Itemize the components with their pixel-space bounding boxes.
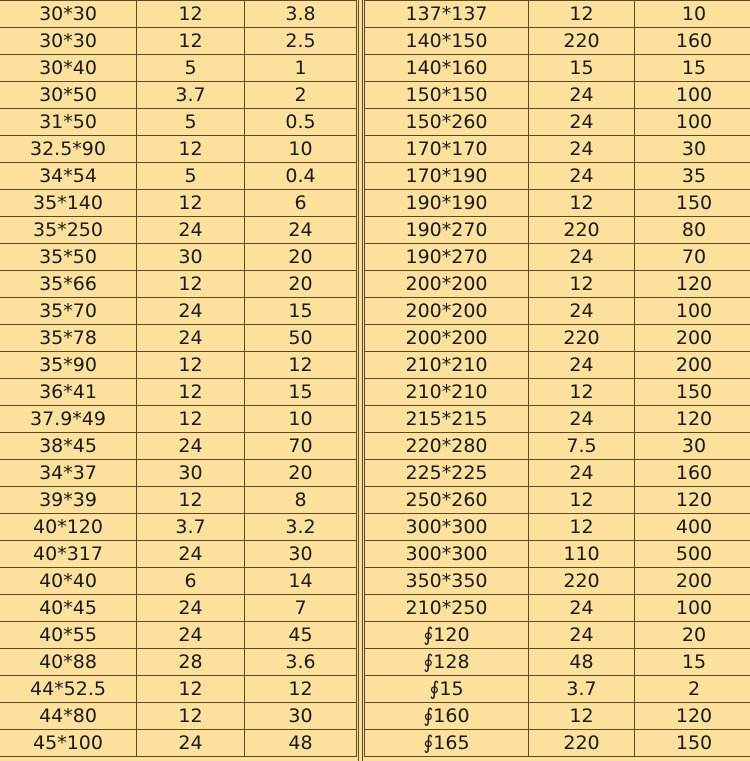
right-value-cell: 80 — [635, 217, 750, 244]
left-value-cell: 14 — [245, 568, 357, 595]
left-qty-cell: 24 — [137, 730, 245, 757]
right-value-cell: 15 — [635, 55, 750, 82]
left-size-cell: 35*50 — [0, 244, 137, 271]
right-table-row — [365, 541, 750, 568]
left-qty-cell: 12 — [137, 676, 245, 703]
left-value-cell: 10 — [245, 136, 357, 163]
left-size-cell: 30*30 — [0, 1, 137, 28]
right-table-row — [365, 136, 750, 163]
right-qty-cell: 24 — [529, 136, 635, 163]
right-table-row — [365, 703, 750, 730]
right-qty-cell: 24 — [529, 406, 635, 433]
left-value-cell: 0.5 — [245, 109, 357, 136]
right-size-cell: 170*190 — [365, 163, 529, 190]
left-qty-cell: 24 — [137, 541, 245, 568]
right-qty-cell: 3.7 — [529, 676, 635, 703]
left-table-row — [0, 433, 357, 460]
left-value-cell: 12 — [245, 676, 357, 703]
right-qty-cell: 24 — [529, 460, 635, 487]
right-table-row — [365, 514, 750, 541]
right-size-cell: 200*200 — [365, 298, 529, 325]
right-value-cell: 120 — [635, 271, 750, 298]
right-size-cell: 150*260 — [365, 109, 529, 136]
right-size-cell: 220*280 — [365, 433, 529, 460]
left-table-row — [0, 595, 357, 622]
right-size-cell: 140*150 — [365, 28, 529, 55]
right-value-cell: 35 — [635, 163, 750, 190]
right-value-cell: 10 — [635, 1, 750, 28]
right-table-row — [365, 487, 750, 514]
right-table-row — [365, 1, 750, 28]
left-table-row — [0, 487, 357, 514]
right-qty-cell: 24 — [529, 595, 635, 622]
left-qty-cell: 12 — [137, 190, 245, 217]
right-size-cell: 170*170 — [365, 136, 529, 163]
right-size-cell: 215*215 — [365, 406, 529, 433]
right-qty-cell: 24 — [529, 622, 635, 649]
left-size-cell: 30*30 — [0, 28, 137, 55]
column-divider — [358, 0, 363, 761]
left-value-cell: 30 — [245, 703, 357, 730]
right-size-cell: 200*200 — [365, 325, 529, 352]
right-value-cell: 100 — [635, 82, 750, 109]
left-table-row — [0, 55, 357, 82]
right-size-cell: 190*270 — [365, 217, 529, 244]
right-value-cell: 160 — [635, 28, 750, 55]
left-value-cell: 15 — [245, 379, 357, 406]
left-value-cell: 15 — [245, 298, 357, 325]
left-size-cell: 37.9*49 — [0, 406, 137, 433]
right-value-cell: 100 — [635, 595, 750, 622]
right-qty-cell: 7.5 — [529, 433, 635, 460]
left-size-cell: 44*80 — [0, 703, 137, 730]
left-table-row — [0, 325, 357, 352]
left-qty-cell: 3.7 — [137, 514, 245, 541]
right-qty-cell: 110 — [529, 541, 635, 568]
left-qty-cell: 5 — [137, 163, 245, 190]
left-qty-cell: 12 — [137, 487, 245, 514]
right-table-row — [365, 730, 750, 757]
right-qty-cell: 24 — [529, 298, 635, 325]
left-qty-cell: 12 — [137, 406, 245, 433]
left-table-row — [0, 514, 357, 541]
right-table-row — [365, 109, 750, 136]
right-table-row — [365, 676, 750, 703]
left-size-cell: 40*45 — [0, 595, 137, 622]
right-qty-cell: 24 — [529, 109, 635, 136]
left-table-row — [0, 460, 357, 487]
left-table-row — [0, 352, 357, 379]
left-value-cell: 20 — [245, 244, 357, 271]
left-size-cell: 35*78 — [0, 325, 137, 352]
right-qty-cell: 12 — [529, 514, 635, 541]
left-value-cell: 3.2 — [245, 514, 357, 541]
right-qty-cell: 12 — [529, 379, 635, 406]
left-size-cell: 35*90 — [0, 352, 137, 379]
left-table-row — [0, 730, 357, 757]
right-size-cell: ∮128 — [365, 649, 529, 676]
right-value-cell: 150 — [635, 379, 750, 406]
right-qty-cell: 15 — [529, 55, 635, 82]
left-table-row — [0, 649, 357, 676]
right-size-cell: 300*300 — [365, 541, 529, 568]
left-qty-cell: 30 — [137, 244, 245, 271]
left-qty-cell: 12 — [137, 271, 245, 298]
left-table-row — [0, 1, 357, 28]
right-value-cell: 200 — [635, 352, 750, 379]
right-size-cell: ∮15 — [365, 676, 529, 703]
left-qty-cell: 12 — [137, 28, 245, 55]
left-table-row — [0, 271, 357, 298]
left-qty-cell: 12 — [137, 352, 245, 379]
right-table-row — [365, 595, 750, 622]
right-qty-cell: 12 — [529, 487, 635, 514]
left-size-cell: 35*140 — [0, 190, 137, 217]
right-table-row — [365, 217, 750, 244]
right-table-row — [365, 649, 750, 676]
right-value-cell: 70 — [635, 244, 750, 271]
right-table-row — [365, 433, 750, 460]
right-table-row — [365, 622, 750, 649]
left-size-cell: 35*66 — [0, 271, 137, 298]
right-size-cell: 137*137 — [365, 1, 529, 28]
left-qty-cell: 28 — [137, 649, 245, 676]
left-qty-cell: 5 — [137, 55, 245, 82]
right-qty-cell: 220 — [529, 730, 635, 757]
left-value-cell: 48 — [245, 730, 357, 757]
left-size-cell: 30*50 — [0, 82, 137, 109]
left-value-cell: 10 — [245, 406, 357, 433]
right-size-cell: 300*300 — [365, 514, 529, 541]
left-qty-cell: 12 — [137, 1, 245, 28]
left-size-cell: 45*100 — [0, 730, 137, 757]
left-qty-cell: 24 — [137, 433, 245, 460]
left-value-cell: 30 — [245, 541, 357, 568]
right-size-cell: 200*200 — [365, 271, 529, 298]
right-table-row — [365, 244, 750, 271]
left-qty-cell: 12 — [137, 703, 245, 730]
left-table-row — [0, 703, 357, 730]
right-qty-cell: 24 — [529, 82, 635, 109]
left-size-cell: 36*41 — [0, 379, 137, 406]
right-qty-cell: 220 — [529, 325, 635, 352]
right-size-cell: ∮120 — [365, 622, 529, 649]
right-qty-cell: 12 — [529, 703, 635, 730]
left-qty-cell: 24 — [137, 622, 245, 649]
right-table-row — [365, 163, 750, 190]
right-value-cell: 30 — [635, 433, 750, 460]
right-table-row — [365, 325, 750, 352]
left-value-cell: 20 — [245, 271, 357, 298]
right-value-cell: 120 — [635, 406, 750, 433]
left-qty-cell: 24 — [137, 325, 245, 352]
left-table-row — [0, 190, 357, 217]
left-value-cell: 1 — [245, 55, 357, 82]
right-value-cell: 150 — [635, 730, 750, 757]
left-size-cell: 30*40 — [0, 55, 137, 82]
left-size-cell: 35*70 — [0, 298, 137, 325]
left-value-cell: 2.5 — [245, 28, 357, 55]
right-size-cell: 210*210 — [365, 352, 529, 379]
right-value-cell: 120 — [635, 487, 750, 514]
right-qty-cell: 220 — [529, 217, 635, 244]
left-size-cell: 40*88 — [0, 649, 137, 676]
spec-table-left-body — [0, 1, 357, 757]
left-value-cell: 2 — [245, 82, 357, 109]
left-qty-cell: 3.7 — [137, 82, 245, 109]
left-qty-cell: 6 — [137, 568, 245, 595]
right-value-cell: 200 — [635, 568, 750, 595]
left-table-row — [0, 136, 357, 163]
right-value-cell: 100 — [635, 298, 750, 325]
right-value-cell: 20 — [635, 622, 750, 649]
right-size-cell: 140*160 — [365, 55, 529, 82]
left-size-cell: 34*54 — [0, 163, 137, 190]
left-value-cell: 6 — [245, 190, 357, 217]
left-table-row — [0, 568, 357, 595]
right-value-cell: 120 — [635, 703, 750, 730]
right-table-row — [365, 190, 750, 217]
left-table-row — [0, 622, 357, 649]
left-table-row — [0, 217, 357, 244]
right-size-cell: 250*260 — [365, 487, 529, 514]
left-table-row — [0, 379, 357, 406]
right-table-row — [365, 82, 750, 109]
left-size-cell: 38*45 — [0, 433, 137, 460]
left-qty-cell: 5 — [137, 109, 245, 136]
left-size-cell: 40*120 — [0, 514, 137, 541]
left-size-cell: 32.5*90 — [0, 136, 137, 163]
right-value-cell: 160 — [635, 460, 750, 487]
right-qty-cell: 48 — [529, 649, 635, 676]
right-table-row — [365, 379, 750, 406]
left-value-cell: 24 — [245, 217, 357, 244]
right-qty-cell: 12 — [529, 1, 635, 28]
right-qty-cell: 24 — [529, 163, 635, 190]
left-table-row — [0, 676, 357, 703]
left-size-cell: 40*55 — [0, 622, 137, 649]
right-value-cell: 500 — [635, 541, 750, 568]
left-qty-cell: 24 — [137, 595, 245, 622]
left-qty-cell: 24 — [137, 217, 245, 244]
spec-table-right-body — [365, 1, 750, 757]
left-size-cell: 40*317 — [0, 541, 137, 568]
left-size-cell: 31*50 — [0, 109, 137, 136]
right-table-row — [365, 460, 750, 487]
right-table-row — [365, 28, 750, 55]
right-value-cell: 2 — [635, 676, 750, 703]
left-value-cell: 70 — [245, 433, 357, 460]
left-table-row — [0, 28, 357, 55]
left-value-cell: 12 — [245, 352, 357, 379]
right-value-cell: 15 — [635, 649, 750, 676]
left-qty-cell: 12 — [137, 136, 245, 163]
right-qty-cell: 12 — [529, 271, 635, 298]
left-value-cell: 50 — [245, 325, 357, 352]
right-value-cell: 100 — [635, 109, 750, 136]
right-size-cell: 225*225 — [365, 460, 529, 487]
left-table-row — [0, 109, 357, 136]
right-qty-cell: 24 — [529, 352, 635, 379]
right-qty-cell: 220 — [529, 568, 635, 595]
right-table-row — [365, 271, 750, 298]
left-qty-cell: 24 — [137, 298, 245, 325]
right-size-cell: 210*210 — [365, 379, 529, 406]
right-size-cell: 350*350 — [365, 568, 529, 595]
left-value-cell: 3.8 — [245, 1, 357, 28]
right-qty-cell: 220 — [529, 28, 635, 55]
right-size-cell: ∮165 — [365, 730, 529, 757]
left-size-cell: 34*37 — [0, 460, 137, 487]
right-size-cell: 210*250 — [365, 595, 529, 622]
right-table-row — [365, 406, 750, 433]
left-value-cell: 7 — [245, 595, 357, 622]
right-table-row — [365, 352, 750, 379]
left-size-cell: 44*52.5 — [0, 676, 137, 703]
right-value-cell: 150 — [635, 190, 750, 217]
left-value-cell: 20 — [245, 460, 357, 487]
left-table-row — [0, 163, 357, 190]
right-size-cell: 190*190 — [365, 190, 529, 217]
right-qty-cell: 12 — [529, 190, 635, 217]
left-size-cell: 40*40 — [0, 568, 137, 595]
right-table-row — [365, 298, 750, 325]
left-table-row — [0, 406, 357, 433]
right-size-cell: ∮160 — [365, 703, 529, 730]
right-qty-cell: 24 — [529, 244, 635, 271]
right-table-row — [365, 55, 750, 82]
right-size-cell: 150*150 — [365, 82, 529, 109]
spec-table-left — [0, 0, 357, 757]
right-value-cell: 200 — [635, 325, 750, 352]
spec-table-right — [364, 0, 750, 757]
right-size-cell: 190*270 — [365, 244, 529, 271]
right-table-row — [365, 568, 750, 595]
left-value-cell: 3.6 — [245, 649, 357, 676]
left-size-cell: 39*39 — [0, 487, 137, 514]
left-table-row — [0, 541, 357, 568]
left-table-row — [0, 298, 357, 325]
left-qty-cell: 12 — [137, 379, 245, 406]
right-value-cell: 30 — [635, 136, 750, 163]
left-value-cell: 0.4 — [245, 163, 357, 190]
left-value-cell: 45 — [245, 622, 357, 649]
left-table-row — [0, 82, 357, 109]
right-value-cell: 400 — [635, 514, 750, 541]
left-value-cell: 8 — [245, 487, 357, 514]
left-size-cell: 35*250 — [0, 217, 137, 244]
left-qty-cell: 30 — [137, 460, 245, 487]
left-table-row — [0, 244, 357, 271]
